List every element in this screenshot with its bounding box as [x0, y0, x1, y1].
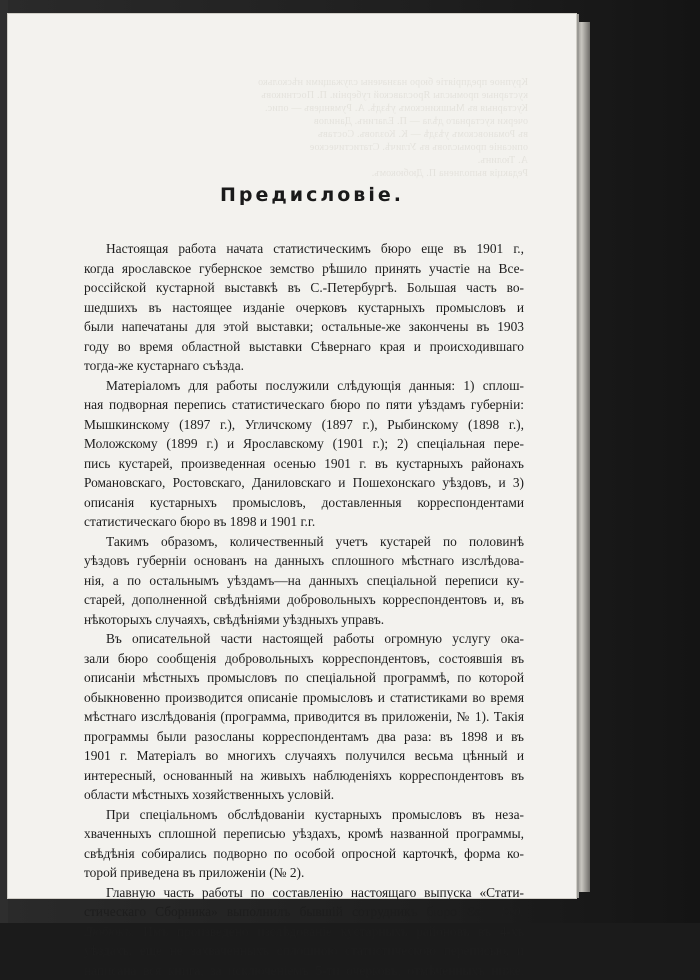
- paragraph: [84, 805, 524, 883]
- page-edge: [576, 22, 590, 892]
- text-line: области мѣстныхъ хозяйственныхъ условій.: [84, 785, 524, 805]
- text-segment: стическаго Сборника» выполнилъ бывшій сотрудникъ бюро: [84, 904, 466, 919]
- text-line: Главную часть работы по составленію настоящаго выпуска «Стати-: [84, 883, 524, 903]
- bleed-through-line: А. Тюлинъ.: [108, 154, 528, 167]
- bleed-through-line: въ Романовскомъ уѣздѣ — К. Козловъ. Составъ: [108, 128, 528, 141]
- text-line: пись кустарей, произведенная осенью 1901 г. въ кустарныхъ районахъ: [84, 454, 524, 474]
- text-line: уѣздовъ губерніи основанъ на данныхъ сплошного мѣстнаго изслѣдова-: [84, 551, 524, 571]
- text-line: описанія кустарныхъ промысловъ, доставленныя корреспондентами: [84, 493, 524, 513]
- text-line: хваченныхъ сплошной переписью уѣздахъ, кромѣ названной программы,: [84, 824, 524, 844]
- text-line: Матеріаломъ для работы послужили слѣдующія данныя: 1) сплош-: [84, 376, 524, 396]
- text-line: Мышкинскому (1897 г.), Угличскому (1897 г.), Рыбинскому (1898 г.),: [84, 415, 524, 435]
- text-line: При спеціальномъ обслѣдованіи кустарныхъ промысловъ въ неза-: [84, 805, 524, 825]
- body-text: [84, 239, 524, 980]
- bleed-through-line: описаніе промысловъ въ Угличѣ. Статистическое: [108, 141, 528, 154]
- text-line: нѣкоторыхъ случаяхъ, свѣдѣніями уѣздныхъ управъ.: [84, 610, 524, 630]
- paragraph: [84, 532, 524, 630]
- paragraph: [84, 239, 524, 376]
- text-line: ная подворная перепись статистическаго бюро по пяти уѣздамъ губерніи:: [84, 395, 524, 415]
- author-name: Евг. Фед.: [466, 904, 524, 919]
- text-line: обыкновенно производится описаніе промысловъ и статистиками во время: [84, 688, 524, 708]
- paragraph: [84, 883, 524, 980]
- author-name: Дюбюкъ.: [84, 924, 135, 939]
- bleed-through-text: [108, 76, 528, 180]
- text-line: старей, дополненной свѣдѣніями добровольныхъ корреспондентовъ и, въ: [84, 590, 524, 610]
- text-line: статистическаго бюро въ 1898 и 1901 г.г.: [84, 512, 524, 532]
- paragraph: [84, 629, 524, 805]
- bleed-through-line: кустарные промыслы Ярославской губерніи. П. Постниковъ: [108, 89, 528, 102]
- text-line: мѣстнаго изслѣдованія (программа, приводится въ приложеніи, № 1). Такія: [84, 707, 524, 727]
- text-line: интересный, основанный на живыхъ наблюденіяхъ корреспондентовъ въ: [84, 766, 524, 786]
- text-line: написана вся книга, за исключеніемъ 5-ти очерковъ, отмѣченныхъ ниже.: [84, 961, 524, 980]
- text-line: свѣдѣнія собирались подворно по особой опросной карточкѣ, форма ко-: [84, 844, 524, 864]
- text-line: были напечатаны для этой выставки; остальные-же закончены въ 1903: [84, 317, 524, 337]
- text-line: Романовскаго, Ростовскаго, Даниловскаго и Пошехонскаго уѣздовъ, и 3): [84, 473, 524, 493]
- text-line: [84, 922, 524, 942]
- text-line: Моложскому (1899 г.) и Ярославскому (1901 г.); 2) спеціальная пере-: [84, 434, 524, 454]
- text-line: когда ярославское губернское земство рѣшило принять участіе на Все-: [84, 259, 524, 279]
- paragraph: [84, 376, 524, 532]
- text-line: году во время областной выставки Сѣвернаго края и происходившаго: [84, 337, 524, 357]
- text-line: шедшихъ въ настоящее изданіе очерковъ кустарныхъ промысловъ и: [84, 298, 524, 318]
- bleed-through-line: очерки кустарнаго дѣла — П. Елагинъ. Данилов: [108, 115, 528, 128]
- text-line: уѣздахъ, еще не захваченныхъ сплошною статистическою переписью, и: [84, 941, 524, 961]
- page-title: Предисловіе.: [8, 184, 576, 206]
- text-line: торой приведена въ приложеніи (№ 2).: [84, 863, 524, 883]
- text-line: Такимъ образомъ, количественный учетъ кустарей по половинѣ: [84, 532, 524, 552]
- bleed-through-line: Редакція выполнена П. Дюбюкомъ.: [108, 167, 528, 180]
- text-line: тогда-же кустарнаго съѣзда.: [84, 356, 524, 376]
- text-line: Настоящая работа начата статистическимъ бюро еще въ 1901 г.,: [84, 239, 524, 259]
- text-line: программы были разосланы корреспондентамъ два раза: въ 1898 и въ: [84, 727, 524, 747]
- text-line: 1901 г. Матеріалъ во многихъ случаяхъ получился весьма цѣнный и: [84, 746, 524, 766]
- bleed-through-line: Крупное предпріятіе бюро назначены служащими нѣсколько: [108, 76, 528, 89]
- text-line: россійской кустарной выставкѣ въ С.-Петербургѣ. Большая часть во-: [84, 278, 524, 298]
- book-binding: [0, 0, 8, 923]
- text-line: описаніи мѣстныхъ промысловъ по спеціальной программѣ, по которой: [84, 668, 524, 688]
- text-line: зали бюро сообщенія добровольныхъ корреспондентовъ, состоявшія въ: [84, 649, 524, 669]
- text-segment: Имъ произведено изслѣдованіе кустарныхъ районовъ въ 4-хъ: [135, 924, 524, 939]
- text-line: Въ описательной части настоящей работы огромную услугу ока-: [84, 629, 524, 649]
- text-line: нія, а по остальнымъ уѣздамъ—на данныхъ спеціальной переписи ку-: [84, 571, 524, 591]
- book-page: [8, 14, 576, 898]
- bleed-through-line: Кустарныя въ Мышкинскомъ уѣздѣ. А. Румянцевъ — опис.: [108, 102, 528, 115]
- text-line: [84, 902, 524, 922]
